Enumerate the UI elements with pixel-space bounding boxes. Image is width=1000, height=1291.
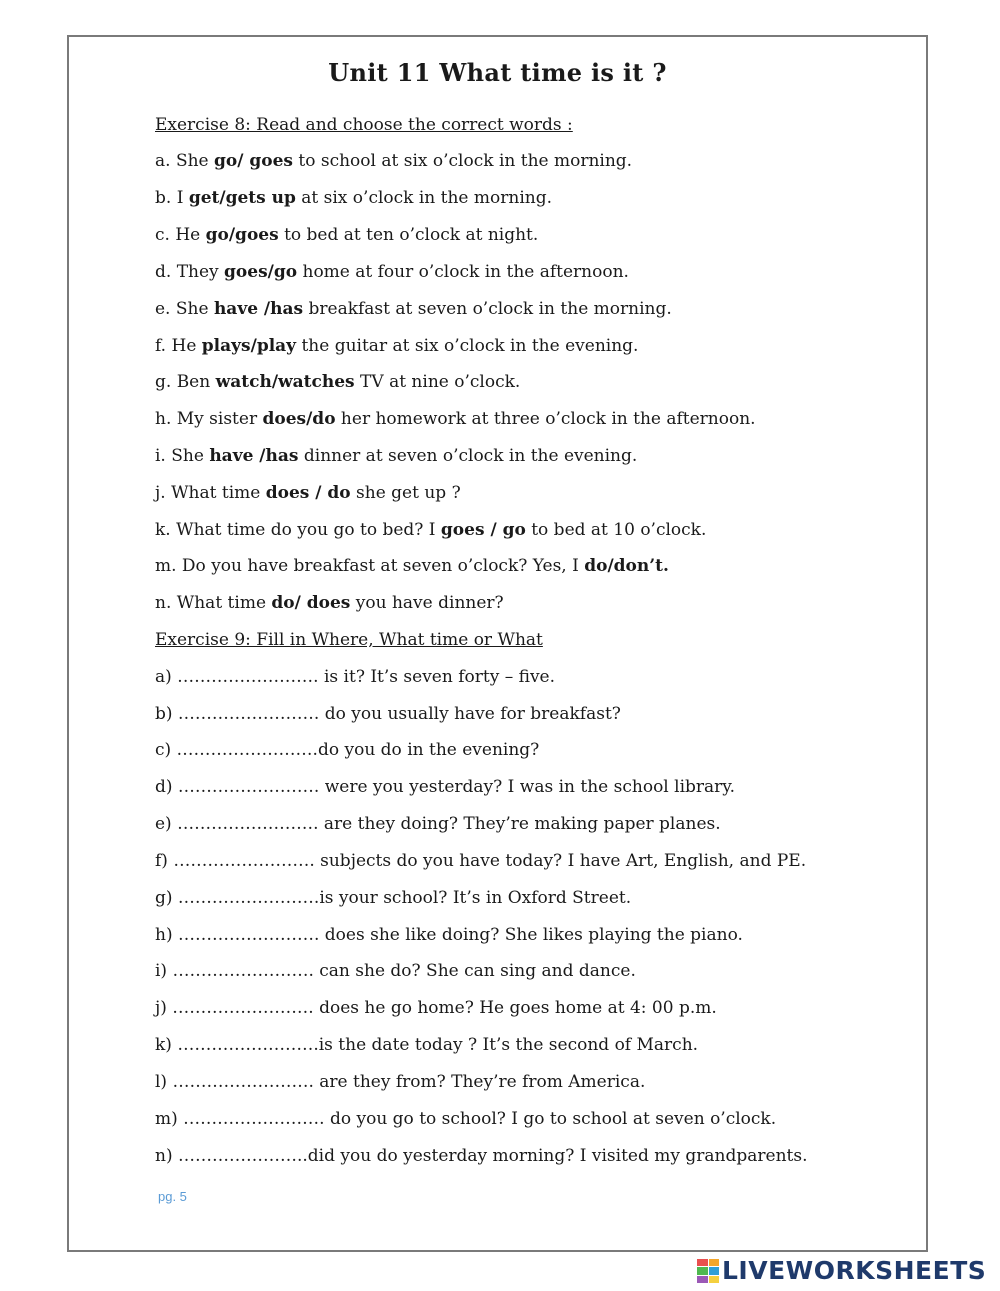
ex8-item: a. She go/ goes to school at six o’clock in the morning. (155, 151, 633, 171)
answer-choice[interactable]: get/gets up (188, 188, 296, 208)
answer-choice[interactable]: go/ goes (214, 151, 293, 171)
exercise-8-heading: Exercise 8: Read and choose the correct words : (155, 115, 573, 135)
answer-choice[interactable]: go/goes (205, 225, 279, 245)
ex8-item: n. What time do/ does you have dinner? (155, 593, 504, 613)
ex8-item: g. Ben watch/watches TV at nine o’clock. (155, 372, 521, 392)
answer-choice[interactable]: plays/play (201, 336, 297, 356)
ex9-item[interactable]: g) …………………….is your school? It’s in Oxford Street. (155, 888, 632, 908)
ex9-item[interactable]: e) ……………………. are they doing? They’re making paper planes. (155, 814, 721, 834)
ex9-item[interactable]: m) ……………………. do you go to school? I go to school at seven o’clock. (155, 1109, 777, 1129)
ex9-item[interactable]: l) ……………………. are they from? They’re from America. (155, 1072, 646, 1092)
ex9-item[interactable]: k) …………………….is the date today ? It’s the second of March. (155, 1035, 699, 1055)
ex9-item[interactable]: j) ……………………. does he go home? He goes home at 4: 00 p.m. (155, 998, 717, 1018)
answer-choice[interactable]: do/don’t. (584, 556, 669, 576)
answer-choice[interactable]: goes/go (224, 262, 298, 282)
ex8-item: m. Do you have breakfast at seven o’clock? Yes, I do/don’t. (155, 556, 669, 576)
ex8-item: f. He plays/play the guitar at six o’clock in the evening. (155, 336, 639, 356)
page-title: Unit 11 What time is it ? (328, 58, 667, 87)
ex9-item[interactable]: d) ……………………. were you yesterday? I was in the school library. (155, 777, 736, 797)
ex9-item[interactable]: i) ……………………. can she do? She can sing and dance. (155, 961, 636, 981)
ex8-item: b. I get/gets up at six o’clock in the morning. (155, 188, 552, 208)
ex9-item[interactable]: c) …………………….do you do in the evening? (155, 740, 540, 760)
ex8-item: j. What time does / do she get up ? (155, 483, 461, 503)
ex9-item[interactable]: n) …………………..did you do yesterday morning? I visited my grandparents. (155, 1146, 808, 1166)
liveworksheets-logo-text: LIVEWORKSHEETS (722, 1256, 987, 1285)
liveworksheets-logo (697, 1257, 986, 1285)
answer-choice[interactable]: watch/watches (215, 372, 355, 392)
answer-choice[interactable]: goes / go (440, 520, 526, 540)
ex8-item: i. She have /has dinner at seven o’clock in the evening. (155, 446, 638, 466)
answer-choice[interactable]: does / do (265, 483, 351, 503)
ex8-item: e. She have /has breakfast at seven o’clock in the morning. (155, 299, 672, 319)
ex9-item[interactable]: b) ……………………. do you usually have for breakfast? (155, 704, 621, 724)
ex9-item[interactable]: h) ……………………. does she like doing? She likes playing the piano. (155, 925, 743, 945)
ex8-item: c. He go/goes to bed at ten o’clock at night. (155, 225, 539, 245)
ex8-item: h. My sister does/do her homework at three o’clock in the afternoon. (155, 409, 756, 429)
answer-choice[interactable]: have /has (209, 446, 299, 466)
ex9-item[interactable]: a) ……………………. is it? It’s seven forty – five. (155, 667, 556, 687)
liveworksheets-logo-icon (697, 1259, 719, 1283)
answer-choice[interactable]: have /has (213, 299, 304, 319)
ex9-item[interactable]: f) ……………………. subjects do you have today? I have Art, English, and PE. (155, 851, 807, 871)
ex8-item: d. They goes/go home at four o’clock in the afternoon. (155, 262, 629, 282)
ex8-item: k. What time do you go to bed? I goes / go to bed at 10 o’clock. (155, 520, 707, 540)
page-number: pg. 5 (158, 1189, 187, 1204)
exercise-9-heading: Exercise 9: Fill in Where, What time or What (155, 630, 543, 650)
answer-choice[interactable]: does/do (262, 409, 336, 429)
answer-choice[interactable]: do/ does (271, 593, 351, 613)
